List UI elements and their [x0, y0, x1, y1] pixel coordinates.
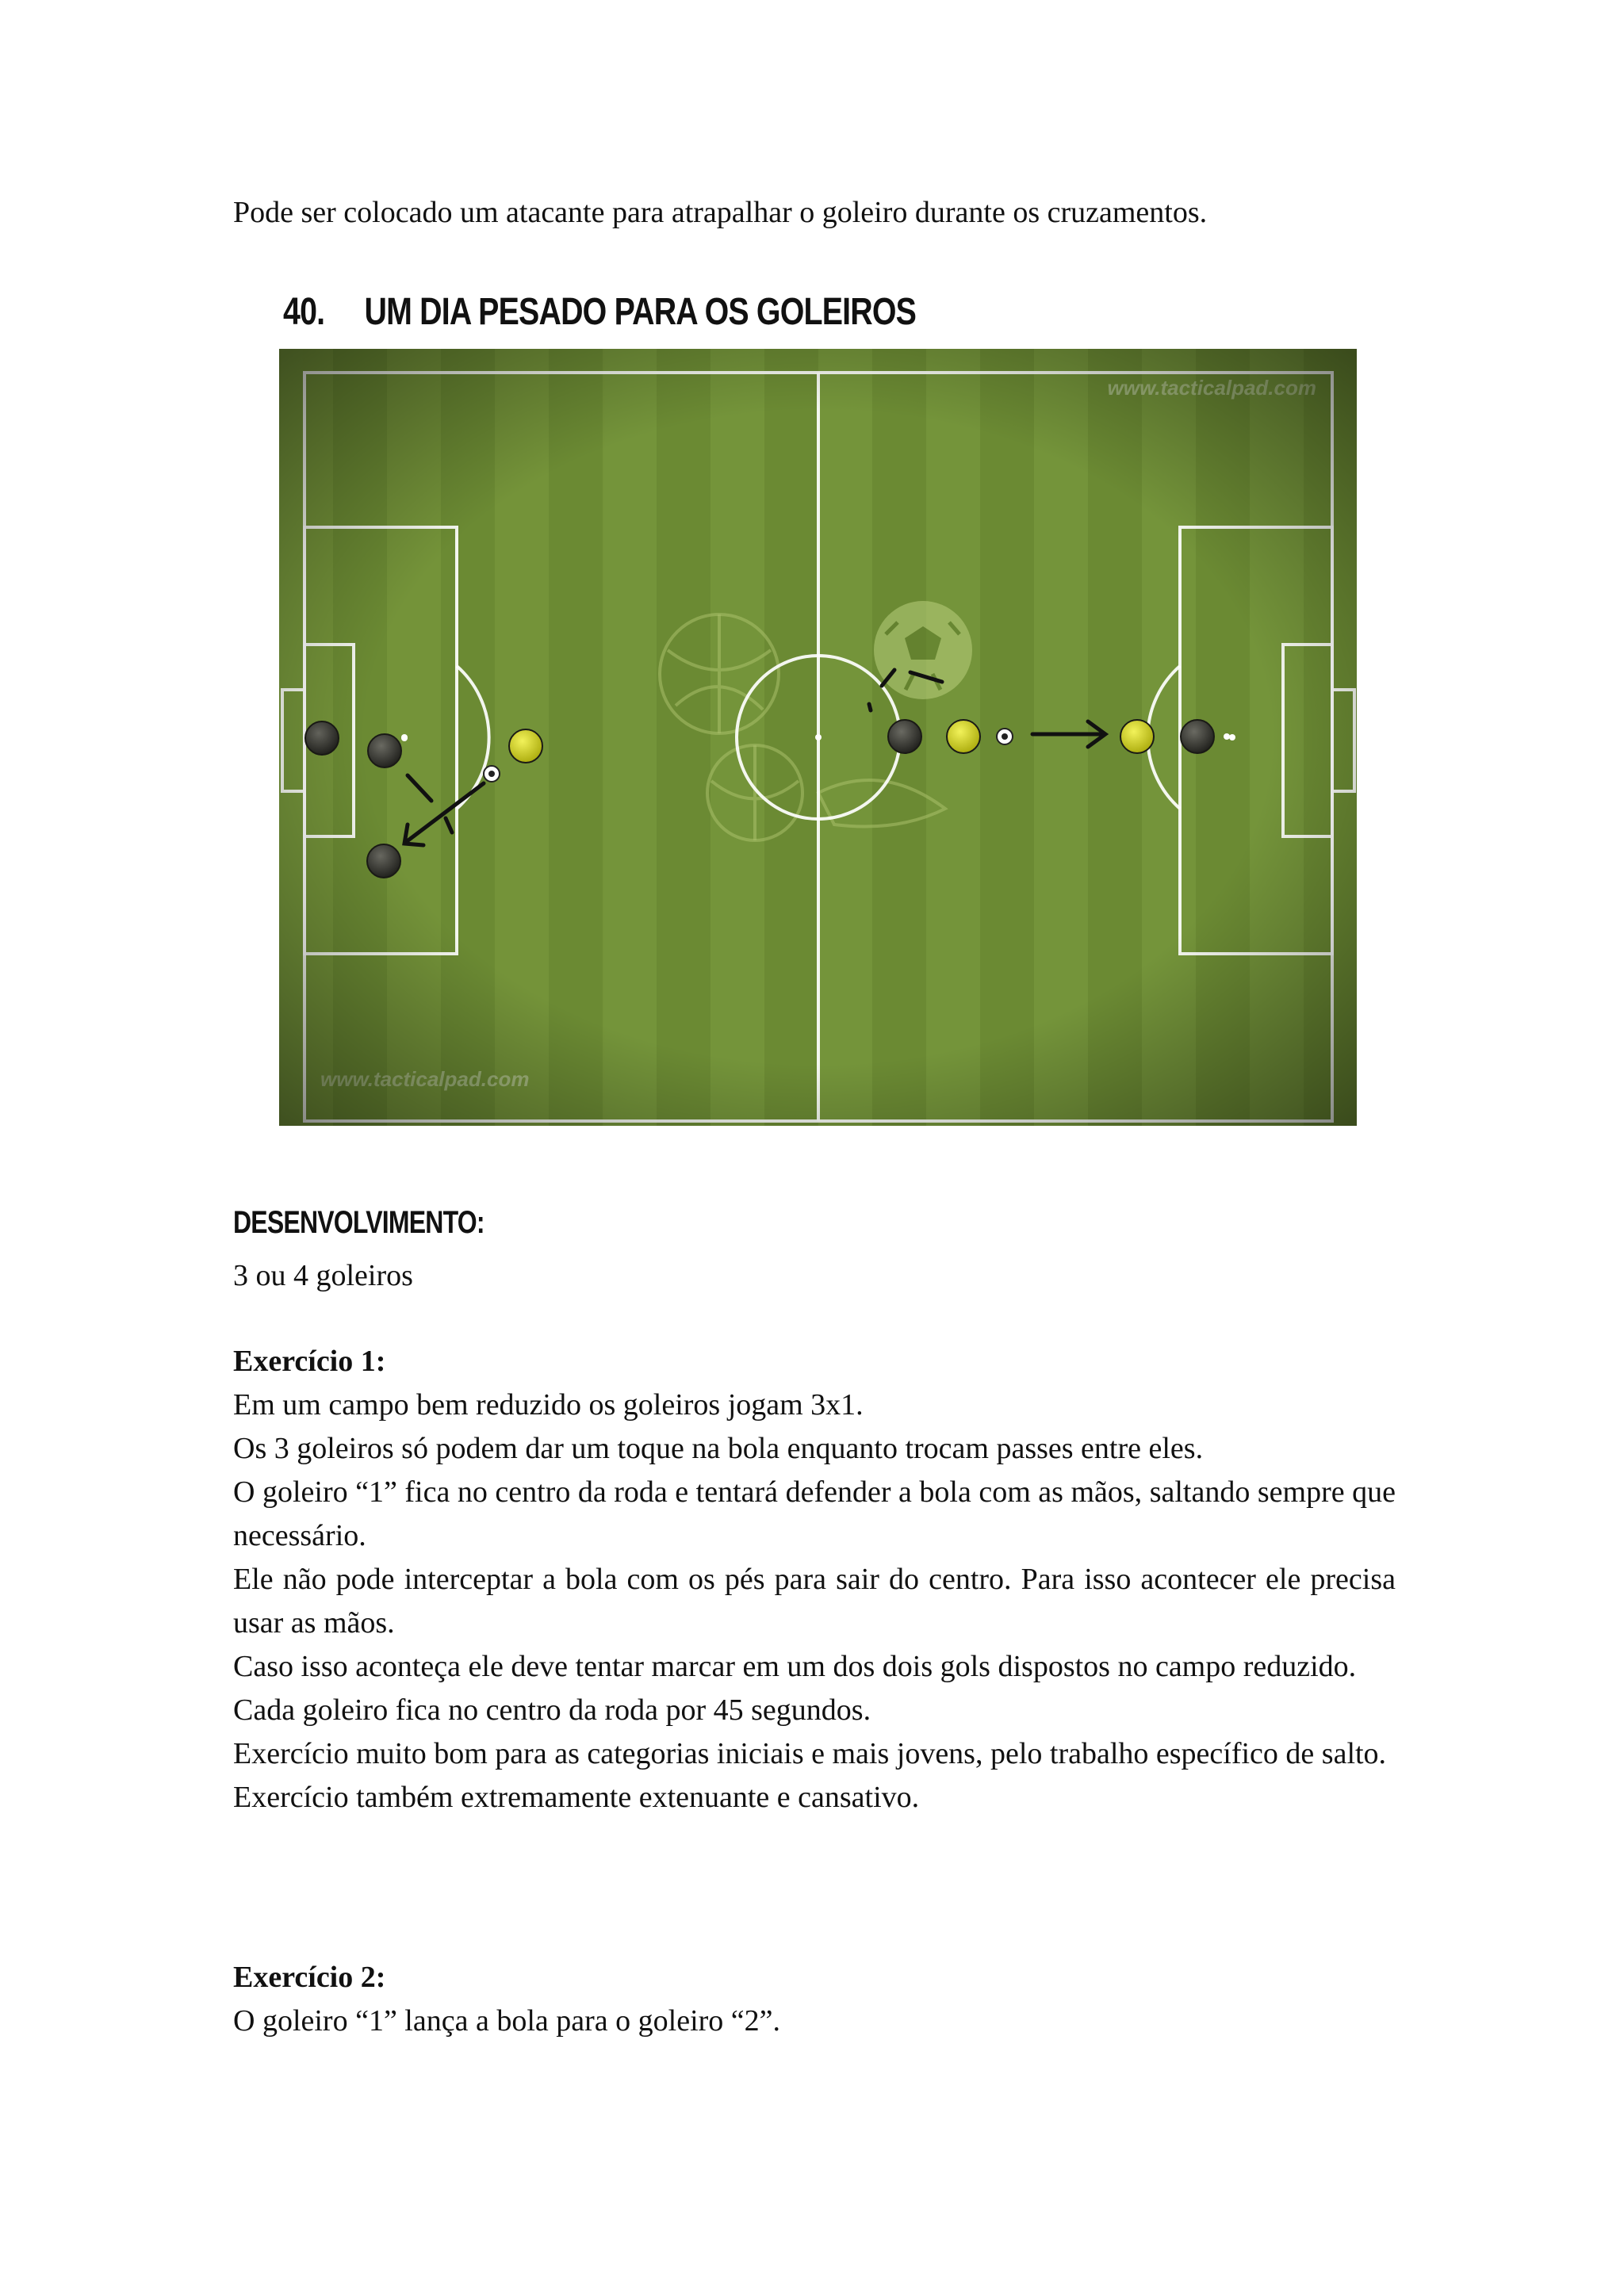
intro-paragraph: Pode ser colocado um atacante para atrapalhar o goleiro durante os cruzamentos. — [233, 196, 1208, 229]
exercise-1-line: Os 3 goleiros só podem dar um toque na bola enquanto trocam passes entre eles. — [233, 1432, 1204, 1465]
exercise-1-line: Ele não pode interceptar a bola com os pés para sair do centro. Para isso acontecer ele precisa usar as mãos. — [233, 1563, 1396, 1640]
exercise-1-line: Cada goleiro fica no centro da roda por 45 segundos. — [233, 1693, 871, 1727]
drill-title — [283, 290, 916, 334]
development-heading: DESENVOLVIMENTO: — [233, 1205, 485, 1240]
exercise-2 — [233, 1956, 1396, 2043]
goalkeeper-count: 3 ou 4 goleiros — [233, 1259, 413, 1292]
exercise-1-line: Exercício também extremamente extenuante e cansativo. — [233, 1781, 920, 1814]
drill-title-text: UM DIA PESADO PARA OS GOLEIROS — [364, 291, 917, 333]
exercise-2-label: Exercício 2: — [233, 1961, 386, 1994]
exercise-1 — [233, 1340, 1396, 1820]
exercise-1-line: Caso isso aconteça ele deve tentar marcar em um dos dois gols dispostos no campo reduzido. — [233, 1650, 1357, 1683]
exercise-1-line: O goleiro “1” fica no centro da roda e tentará defender a bola com as mãos, saltando sempre que necessário. — [233, 1475, 1396, 1552]
exercise-1-line: Em um campo bem reduzido os goleiros jogam 3x1. — [233, 1388, 864, 1422]
drill-number: 40. — [283, 291, 325, 333]
exercise-1-line: Exercício muito bom para as categorias iniciais e mais jovens, pelo trabalho específico de salto. — [233, 1737, 1387, 1770]
tactical-pitch-diagram — [279, 349, 1357, 1126]
exercise-2-line: O goleiro “1” lança a bola para o goleiro “2”. — [233, 2004, 781, 2038]
exercise-1-label: Exercício 1: — [233, 1345, 386, 1378]
